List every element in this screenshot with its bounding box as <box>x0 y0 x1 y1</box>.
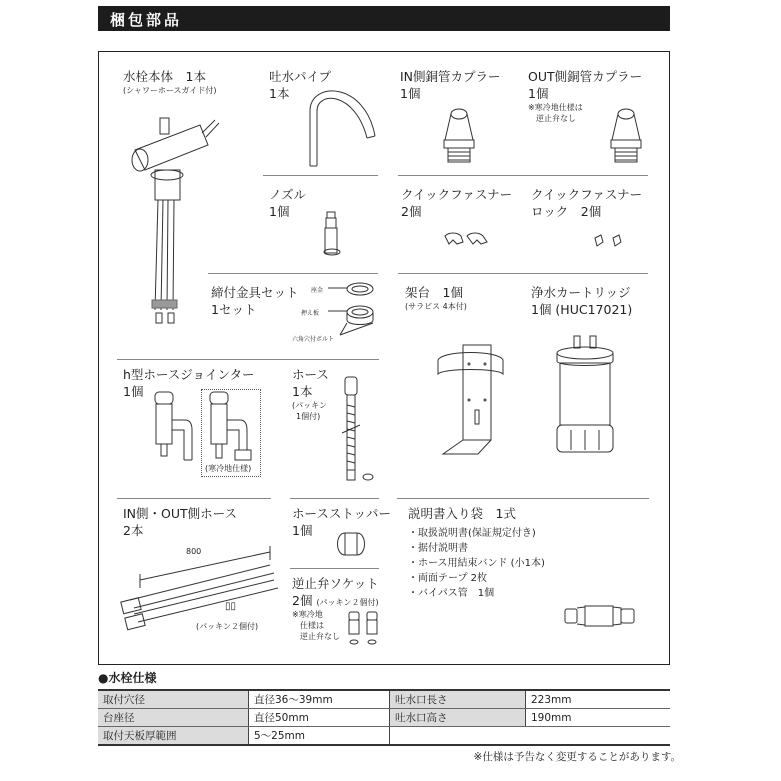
part-fitting-set <box>211 284 299 318</box>
part-name: ノズル <box>269 187 307 202</box>
part-hose <box>292 366 329 422</box>
part-qty: 2個 <box>401 204 422 219</box>
part-name: 逆止弁ソケット <box>292 576 379 591</box>
part-qty: 1個 <box>269 204 290 219</box>
spec-key: 吐水口長さ <box>390 690 526 709</box>
part-name: 説明書入り袋 1式 <box>408 506 516 521</box>
spec-note: ※仕様は予告なく変更することがあります。 <box>473 751 681 763</box>
manual-item: ・据付説明書 <box>408 543 468 554</box>
table-row <box>98 709 670 727</box>
part-qty: 1本 <box>292 384 313 399</box>
divider <box>263 175 378 176</box>
table-row <box>98 690 670 709</box>
part-faucet-body <box>123 68 216 96</box>
spec-title: ●水栓仕様 <box>98 671 157 685</box>
spec-table <box>98 689 670 746</box>
part-qty: 1個 <box>528 86 549 101</box>
faucet-body-illustration <box>130 115 220 330</box>
section-title: 梱包部品 <box>110 11 183 29</box>
spec-key: 取付天板厚範囲 <box>98 727 249 746</box>
part-name: ホース <box>292 367 329 382</box>
part-name: IN側・OUT側ホース <box>123 506 238 521</box>
divider <box>208 273 378 274</box>
divider <box>398 175 648 176</box>
part-note: ※寒冷地仕様は <box>528 103 583 112</box>
h-joint-cold-illustration <box>205 390 255 465</box>
part-note: (サラビス 4本付) <box>405 302 467 311</box>
table-row <box>98 727 670 746</box>
spec-key: 吐水口高さ <box>390 709 526 727</box>
part-qty: 1個 <box>400 86 421 101</box>
part-quick-fastener-lock <box>531 186 642 220</box>
spec-value: 5〜25mm <box>249 727 390 746</box>
part-qty: 1本 <box>269 86 290 101</box>
spec-empty <box>390 727 671 746</box>
stand-illustration <box>438 342 513 457</box>
part-in-coupler <box>400 68 501 102</box>
part-qty: 1個 <box>292 523 313 538</box>
part-name: 締付金具セット <box>211 285 299 300</box>
part-name: クイックファスナー <box>531 187 643 202</box>
spec-value: 直径50mm <box>249 709 390 727</box>
manual-item: ・バイパス管 1個 <box>408 588 495 599</box>
part-cartridge <box>531 284 632 318</box>
manual-item: ・取扱説明書(保証規定付き) <box>408 528 536 539</box>
part-stand <box>405 284 467 312</box>
part-note: (シャワーホースガイド付) <box>123 86 217 95</box>
part-name: IN側銅管カプラー <box>400 69 501 84</box>
in-coupler-illustration <box>441 108 477 164</box>
part-in-out-hose <box>123 505 237 539</box>
divider <box>117 359 379 360</box>
manual-item: ・両面テープ 2枚 <box>408 573 488 584</box>
quick-fastener-lock-illustration <box>593 234 628 248</box>
divider <box>397 498 649 499</box>
cold-region-label: (寒冷地仕様) <box>205 464 252 473</box>
part-note: (パッキン２個付) <box>196 622 259 631</box>
h-joint-illustration <box>150 390 195 470</box>
part-qty: 1個 <box>123 384 144 399</box>
check-valve-socket-illustration <box>346 610 386 650</box>
manual-item: ・ホース用結束バンド (小1本) <box>408 558 545 569</box>
part-note: (パッキン <box>292 401 328 410</box>
part-note: 1個付) <box>296 412 321 421</box>
out-coupler-illustration <box>608 108 644 164</box>
bypass-pipe-illustration <box>563 605 638 627</box>
hose-length-label: 800 <box>186 547 202 556</box>
label-bolt: 六角穴付ボルト <box>292 336 335 343</box>
divider <box>117 498 271 499</box>
part-qty: 2個 <box>292 593 313 608</box>
part-qty-note: (パッキン２個付) <box>316 598 379 607</box>
label-plate: 押え板 <box>301 310 320 317</box>
part-manual-bag <box>408 505 545 601</box>
part-note: 逆止弁なし <box>536 114 576 123</box>
label-washer: 座金 <box>311 287 324 294</box>
fitting-set-illustration <box>325 280 380 340</box>
part-name: OUT側銅管カプラー <box>528 69 643 84</box>
part-name: ホースストッパー <box>292 506 392 521</box>
spec-value: 223mm <box>526 690 671 709</box>
part-quick-fastener <box>401 186 512 220</box>
spec-value: 直径36〜39mm <box>249 690 390 709</box>
hose-illustration <box>340 375 380 485</box>
part-name: 架台 1個 <box>405 285 463 300</box>
packing-icon: ▯▯ <box>225 601 237 612</box>
part-qty: 2本 <box>123 523 144 538</box>
spec-key: 取付穴径 <box>98 690 249 709</box>
hose-stopper-illustration <box>333 530 373 560</box>
part-note: 逆止弁なし <box>300 632 340 641</box>
part-qty: 1セット <box>211 302 257 317</box>
divider <box>290 568 379 569</box>
part-qty: 1個 (HUC17021) <box>531 302 633 317</box>
part-name: クイックファスナー <box>401 187 513 202</box>
divider <box>398 273 648 274</box>
part-name: 水栓本体 1本 <box>123 69 206 84</box>
part-qty: ロック 2個 <box>531 204 602 219</box>
part-name: h型ホースジョインター <box>123 367 255 382</box>
part-name: 浄水カートリッジ <box>531 285 631 300</box>
spout-pipe-illustration <box>305 86 380 171</box>
quick-fastener-illustration <box>443 232 493 248</box>
part-note: 仕様は <box>300 621 324 630</box>
divider <box>290 498 379 499</box>
section-header <box>98 6 670 31</box>
spec-key: 台座径 <box>98 709 249 727</box>
part-name: 吐水パイプ <box>269 69 332 84</box>
part-nozzle <box>269 186 306 220</box>
nozzle-illustration <box>322 211 342 256</box>
spec-value: 190mm <box>526 709 671 727</box>
part-note: ※寒冷地 <box>292 610 323 619</box>
cartridge-illustration <box>556 333 621 458</box>
